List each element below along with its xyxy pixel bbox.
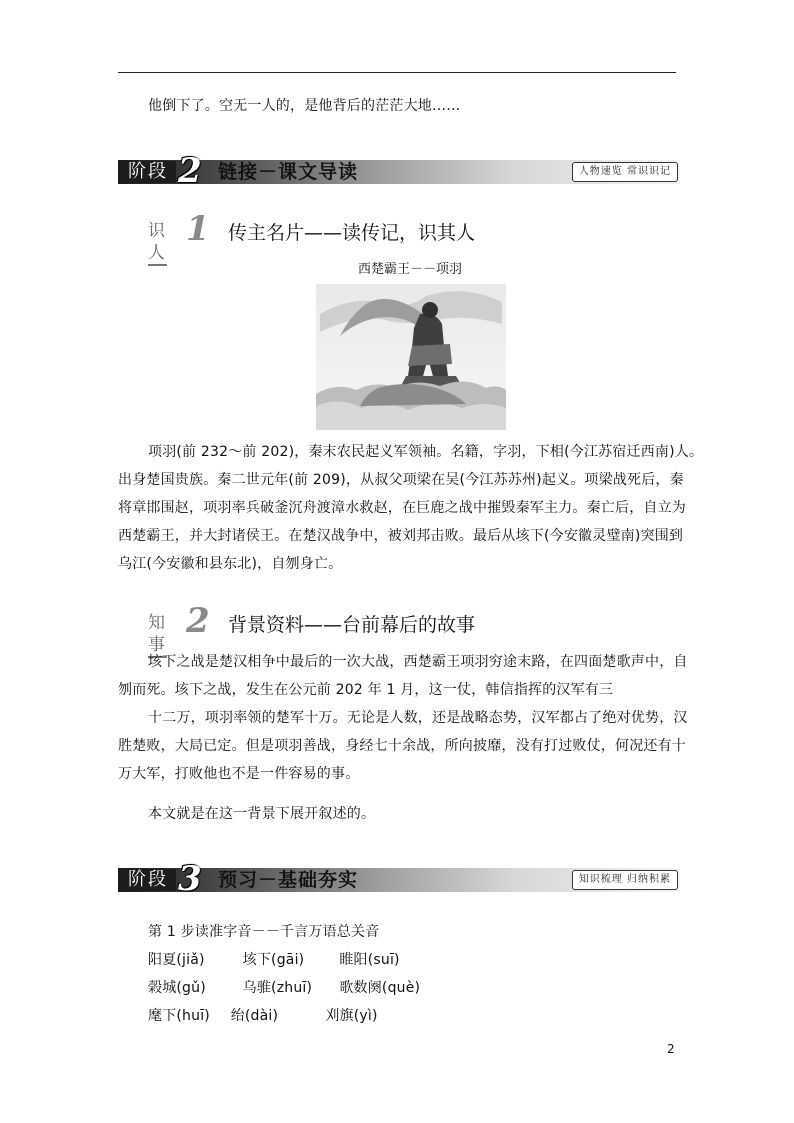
section-number: 2 bbox=[186, 601, 210, 641]
section-title: 传主名片——读传记，识其人 bbox=[228, 222, 476, 244]
stage-title: 链接－课文导读 bbox=[218, 161, 359, 183]
page-number: 2 bbox=[667, 1042, 675, 1056]
step-1-heading: 第 1 步读准字音－－千言万语总关音 bbox=[148, 924, 380, 940]
section-badge: 识人 bbox=[148, 220, 167, 266]
pronunciation-row bbox=[148, 974, 420, 1002]
section-number: 1 bbox=[186, 209, 210, 249]
header-rule bbox=[118, 72, 676, 73]
pronunciation-item: 榖城(gǔ) bbox=[148, 980, 206, 996]
xiang-yu-illustration bbox=[316, 284, 506, 430]
stage-2-banner bbox=[118, 151, 680, 191]
background-paragraph bbox=[118, 648, 688, 788]
pronunciation-list bbox=[148, 946, 420, 1030]
pronunciation-item: 刈旗(yì) bbox=[325, 1008, 378, 1024]
pronunciation-item: 垓下(gāi) bbox=[242, 952, 305, 968]
stage-number: 3 bbox=[178, 859, 202, 899]
section-title: 背景资料——台前幕后的故事 bbox=[228, 614, 476, 636]
intro-line: 他倒下了。空无一人的，是他背后的茫茫大地…… bbox=[148, 98, 461, 114]
pronunciation-item: 歌数阕(què) bbox=[339, 980, 421, 996]
portrait-caption: 西楚霸王－－项羽 bbox=[357, 262, 462, 277]
background-line: 十二万，项羽率领的楚军十万。无论是人数，还是战略态势，汉军都占了绝对优势，汉 bbox=[148, 710, 688, 726]
section-badge: 知事 bbox=[148, 612, 167, 658]
stage-label: 阶段 bbox=[120, 869, 176, 891]
biography-paragraph bbox=[118, 438, 703, 578]
pronunciation-item: 绐(dài) bbox=[230, 1008, 279, 1024]
bio-line: 出身楚国贵族。秦二世元年(前 209)，从叔父项梁在吴(今江苏苏州)起义。项梁战死后，秦 bbox=[118, 472, 684, 488]
pronunciation-row bbox=[148, 946, 420, 974]
bio-line: 乌江(今安徽和县东北)，自刎身亡。 bbox=[118, 556, 343, 572]
bio-line: 西楚霸王，并大封诸侯王。在楚汉战争中，被刘邦击败。最后从垓下(今安徽灵璧南)突围到 bbox=[118, 528, 684, 544]
background-line: 万大军，打败他也不是一件容易的事。 bbox=[118, 766, 360, 782]
stage-number: 2 bbox=[178, 151, 202, 191]
pronunciation-item: 睢阳(suī) bbox=[339, 952, 400, 968]
bio-line: 项羽(前 232～前 202)，秦末农民起义军领袖。名籍，字羽，下相(今江苏宿迁西南)人。 bbox=[148, 444, 704, 460]
stage-3-banner bbox=[118, 859, 680, 899]
stage-tag: 人物速览 常识识记 bbox=[572, 162, 678, 182]
pronunciation-row bbox=[148, 1002, 420, 1030]
background-line: 刎而死。垓下之战，发生在公元前 202 年 1 月，这一仗，韩信指挥的汉军有三 bbox=[118, 682, 614, 698]
stage-label: 阶段 bbox=[120, 161, 176, 183]
pronunciation-item: 阳夏(jiǎ) bbox=[148, 952, 205, 968]
stage-title: 预习－基础夯实 bbox=[218, 869, 359, 891]
background-line: 胜楚败，大局已定。但是项羽善战，身经七十余战，所向披靡，没有打过败仗，何况还有十 bbox=[118, 738, 686, 754]
pronunciation-item: 麾下(huī) bbox=[148, 1008, 210, 1024]
closing-line: 本文就是在这一背景下展开叙述的。 bbox=[148, 806, 376, 822]
pronunciation-item: 乌骓(zhuī) bbox=[242, 980, 313, 996]
stage-tag: 知识梳理 归纳积累 bbox=[572, 870, 678, 890]
background-line: 垓下之战是楚汉相争中最后的一次大战，西楚霸王项羽穷途末路，在四面楚歌声中，自 bbox=[148, 654, 688, 670]
bio-line: 将章邯围赵，项羽率兵破釜沉舟渡漳水救赵，在巨鹿之战中摧毁秦军主力。秦亡后，自立为 bbox=[118, 500, 686, 516]
